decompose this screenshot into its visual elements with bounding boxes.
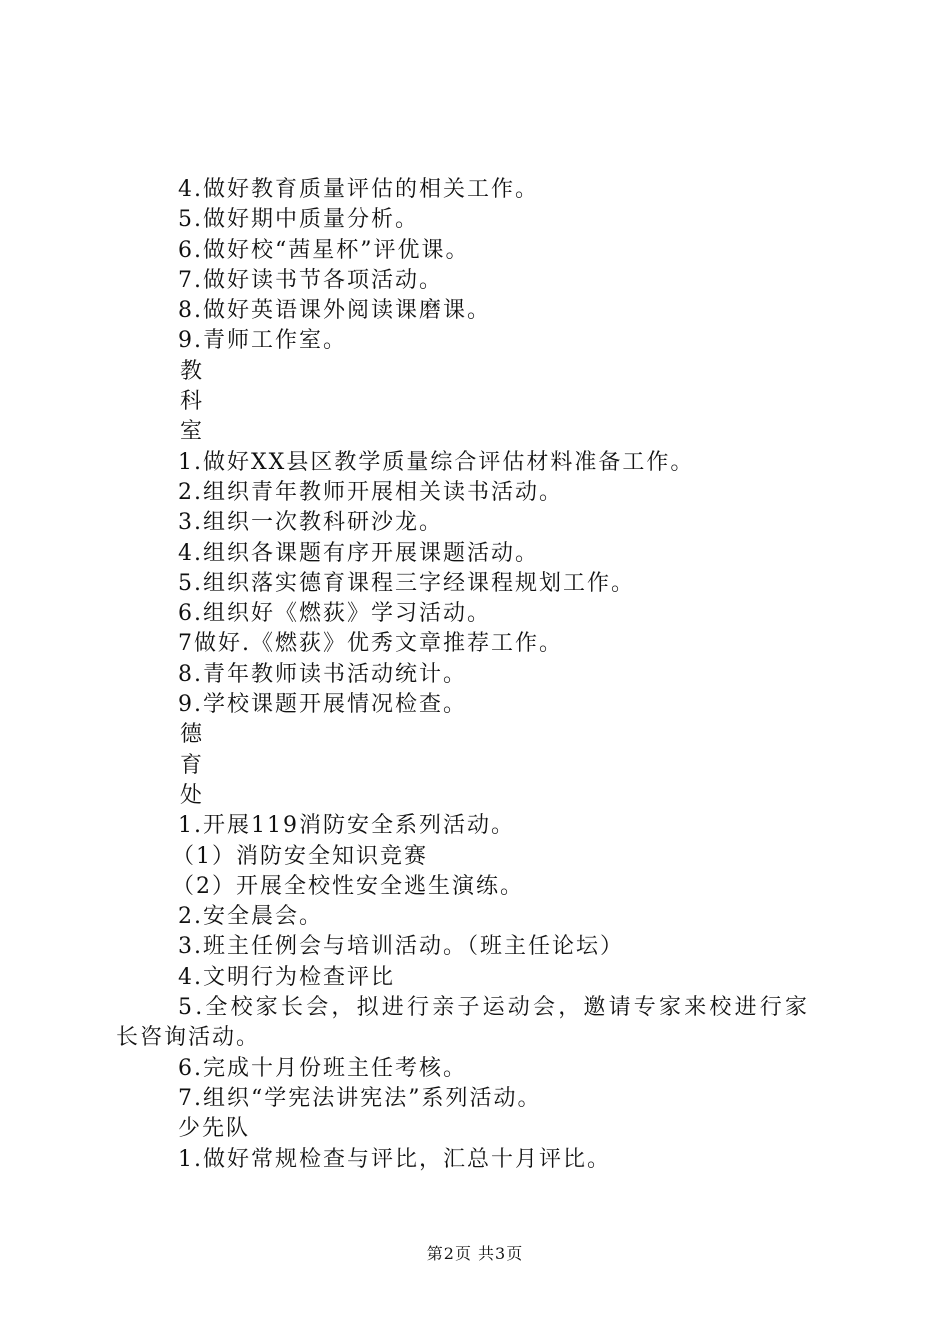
text-line: 6.组织好《燃荻》学习活动。: [178, 601, 491, 627]
section-heading-char: 科: [180, 389, 205, 415]
text-line: 5.组织落实德育课程三字经课程规划工作。: [178, 570, 635, 596]
text-line-continuation: 长咨询活动。: [116, 1025, 261, 1051]
text-line: 2.安全晨会。: [178, 904, 323, 930]
text-line: 6.完成十月份班主任考核。: [178, 1055, 467, 1081]
section-heading: 少先队: [178, 1116, 251, 1142]
sub-item-line: （1）消防安全知识竞赛: [172, 843, 428, 869]
text-line: 4.文明行为检查评比: [178, 964, 395, 990]
text-line: 5.全校家长会，拟进行亲子运动会，邀请专家来校进行家: [178, 995, 811, 1021]
section-heading-char: 室: [180, 419, 205, 445]
text-line: 3.班主任例会与培训活动。（班主任论坛）: [178, 934, 624, 960]
text-line: 9.学校课题开展情况检查。: [178, 692, 467, 718]
text-line: 8.青年教师读书活动统计。: [178, 661, 467, 687]
text-line: 4.组织各课题有序开展课题活动。: [178, 540, 539, 566]
section-heading-char: 育: [180, 752, 205, 778]
sub-item-line: （2）开展全校性安全逃生演练。: [172, 873, 524, 899]
text-line: 7.组织“学宪法讲宪法”系列活动。: [178, 1085, 542, 1111]
text-line: 1.开展119消防安全系列活动。: [178, 813, 515, 839]
text-line: 7.做好读书节各项活动。: [178, 267, 443, 293]
text-line: 4.做好教育质量评估的相关工作。: [178, 177, 539, 202]
text-line: 6.做好校“茜星杯”评优课。: [178, 237, 470, 263]
page-footer: 第2页 共3页: [426, 1244, 524, 1263]
text-line: 1.做好XX县区教学质量综合评估材料准备工作。: [178, 449, 695, 475]
document-body: [116, 175, 836, 1175]
section-heading-char: 教: [180, 358, 205, 384]
text-line: 3.组织一次教科研沙龙。: [178, 510, 443, 536]
text-line: 2.组织青年教师开展相关读书活动。: [178, 479, 563, 505]
text-line: 7做好.《燃荻》优秀文章推荐工作。: [178, 631, 563, 657]
text-line: 8.做好英语课外阅读课磨课。: [178, 298, 491, 324]
text-line: 5.做好期中质量分析。: [178, 207, 419, 233]
section-heading-char: 德: [180, 722, 205, 748]
text-line: 1.做好常规检查与评比，汇总十月评比。: [178, 1146, 611, 1172]
text-line: 9.青师工作室。: [178, 328, 347, 354]
section-heading-char: 处: [180, 782, 205, 808]
